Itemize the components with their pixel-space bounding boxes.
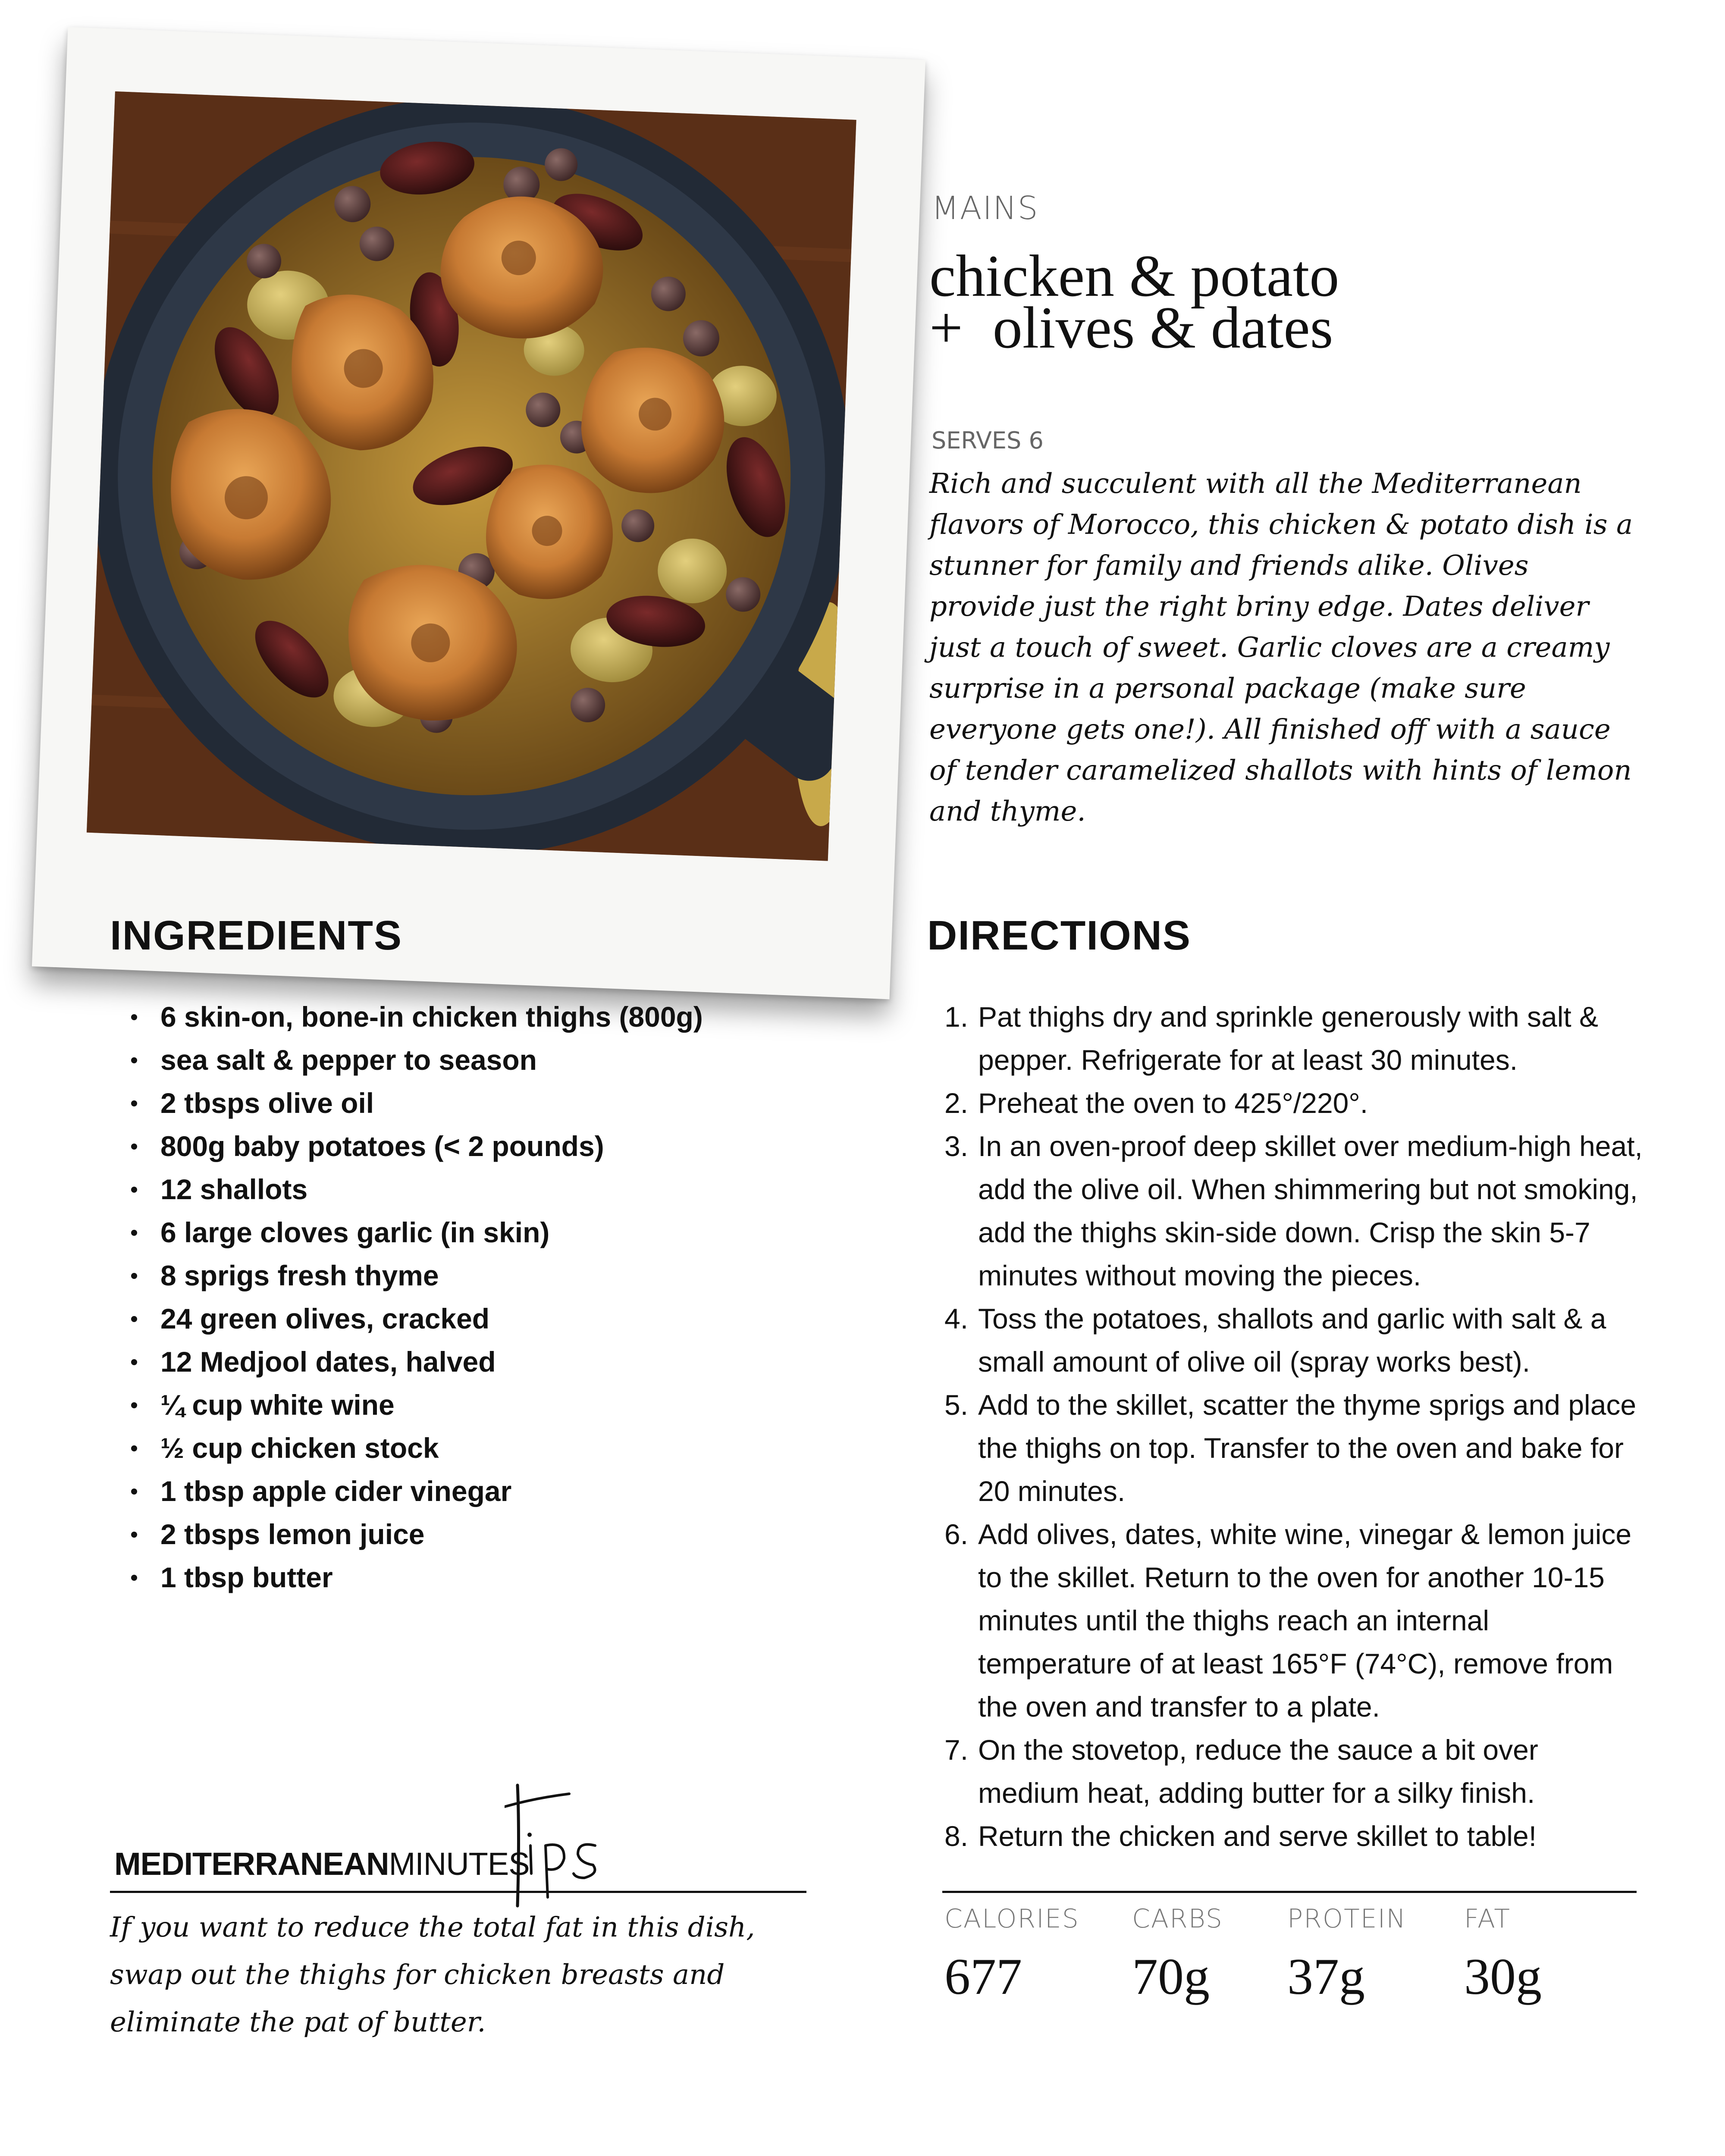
nutrition-value: 30g (1464, 1948, 1542, 2005)
step-text: Add to the skillet, scatter the thyme sprigs and place the thighs on top. Transfer to the oven and bake for 20 minutes. (978, 1389, 1637, 1507)
nutrition-divider (942, 1891, 1637, 1893)
title-line-2: + olives & dates (929, 295, 1333, 360)
tips-divider (110, 1891, 806, 1893)
ingredient-item: 8 sprigs fresh thyme (129, 1254, 703, 1297)
step-number: 7. (944, 1734, 969, 1766)
step-text: Pat thighs dry and sprinkle generously with salt & pepper. Refrigerate for at least 30 minutes. (978, 1001, 1599, 1076)
tip-text: If you want to reduce the total fat in this dish, swap out the thighs for chicken breasts and eliminate the pat of butter. (110, 1912, 755, 2038)
ingredient-item: 12 shallots (129, 1168, 703, 1211)
direction-step (944, 1125, 1643, 1297)
step-number: 6. (944, 1518, 969, 1550)
ingredients-heading: INGREDIENTS (110, 912, 403, 959)
nutrition-calories (944, 1904, 1079, 2006)
step-number: 5. (944, 1389, 969, 1421)
recipe-description: Rich and succulent with all the Mediterranean flavors of Morocco, this chicken & potato dish is a stunner for family and friends alike. Olives provide just the right briny edge. Dates deliver just a touch of sweet. Garlic cloves are a creamy surprise in a personal package (make sure everyone gets one!). All finished off with a sauce of tender caramelized shallots with hints of lemon and thyme. (929, 468, 1633, 827)
ingredient-item: 24 green olives, cracked (129, 1297, 703, 1340)
nutrition-value: 37g (1287, 1948, 1365, 2005)
title-line-1: chicken & potato (929, 243, 1339, 309)
direction-step (944, 1814, 1643, 1858)
ingredient-item: 2 tbsps lemon juice (129, 1513, 703, 1556)
step-number: 4. (944, 1303, 969, 1335)
step-number: 1. (944, 1001, 969, 1033)
nutrition-label: FAT (1464, 1904, 1511, 1934)
skillet-dish-photo-icon (87, 91, 856, 861)
direction-step (944, 1297, 1643, 1383)
step-text: Preheat the oven to 425°/220°. (978, 1087, 1368, 1119)
direction-step (944, 1728, 1643, 1814)
ingredient-item: 6 skin-on, bone-in chicken thighs (800g) (129, 995, 703, 1038)
ingredient-item: 6 large cloves garlic (in skin) (129, 1211, 703, 1254)
nutrition-label: CARBS (1132, 1904, 1223, 1934)
brand-logo (114, 1846, 530, 1882)
ingredient-item: 1 tbsp apple cider vinegar (129, 1470, 703, 1513)
step-text: Toss the potatoes, shallots and garlic with salt & a small amount of olive oil (spray works best). (978, 1303, 1606, 1378)
nutrition-carbs (1132, 1904, 1223, 2006)
recipe-title (929, 243, 1662, 360)
polaroid-frame (32, 27, 925, 1000)
nutrition-value: 70g (1132, 1948, 1210, 2005)
direction-step (944, 995, 1643, 1081)
ingredients-list (129, 995, 703, 1599)
direction-step (944, 1081, 1643, 1125)
ingredient-item: 1 tbsp butter (129, 1556, 703, 1599)
ingredient-item: ½ cup chicken stock (129, 1426, 703, 1470)
step-number: 3. (944, 1130, 969, 1162)
category-label: MAINS (932, 190, 1039, 227)
step-text: Add olives, dates, white wine, vinegar & lemon juice to the skillet. Return to the oven for another 10-15 minutes until the thighs reach an internal temperature of at least 165°F (74°C), remove from the oven and transfer to a plate. (978, 1518, 1632, 1723)
ingredient-item: 800g baby potatoes (< 2 pounds) (129, 1125, 703, 1168)
nutrition-label: CALORIES (944, 1904, 1079, 1934)
step-text: In an oven-proof deep skillet over medium-high heat, add the olive oil. When shimmering but not smoking, add the thighs skin-side down. Crisp the skin 5-7 minutes without moving the pieces. (978, 1130, 1643, 1291)
nutrition-fat (1464, 1904, 1542, 2006)
step-text: On the stovetop, reduce the sauce a bit over medium heat, adding butter for a silky finish. (978, 1734, 1538, 1809)
directions-heading: DIRECTIONS (927, 912, 1192, 959)
nutrition-label: PROTEIN (1287, 1904, 1407, 1934)
ingredient-item: ¼ cup white wine (129, 1383, 703, 1426)
direction-step (944, 1383, 1643, 1513)
step-number: 2. (944, 1087, 969, 1119)
step-number: 8. (944, 1820, 969, 1852)
brand-bold: MEDITERRANEAN (114, 1846, 389, 1882)
direction-step (944, 1513, 1643, 1728)
ingredient-item: 12 Medjool dates, halved (129, 1340, 703, 1383)
dish-photo (87, 91, 856, 861)
serves-label: SERVES 6 (932, 427, 1044, 454)
ingredient-item: 2 tbsps olive oil (129, 1081, 703, 1125)
nutrition-protein (1287, 1904, 1406, 2006)
nutrition-value: 677 (944, 1948, 1022, 2005)
brand-light: MINUTES (389, 1846, 530, 1882)
step-text: Return the chicken and serve skillet to table! (978, 1820, 1537, 1852)
directions-list (944, 995, 1643, 1858)
ingredient-item: sea salt & pepper to season (129, 1038, 703, 1081)
